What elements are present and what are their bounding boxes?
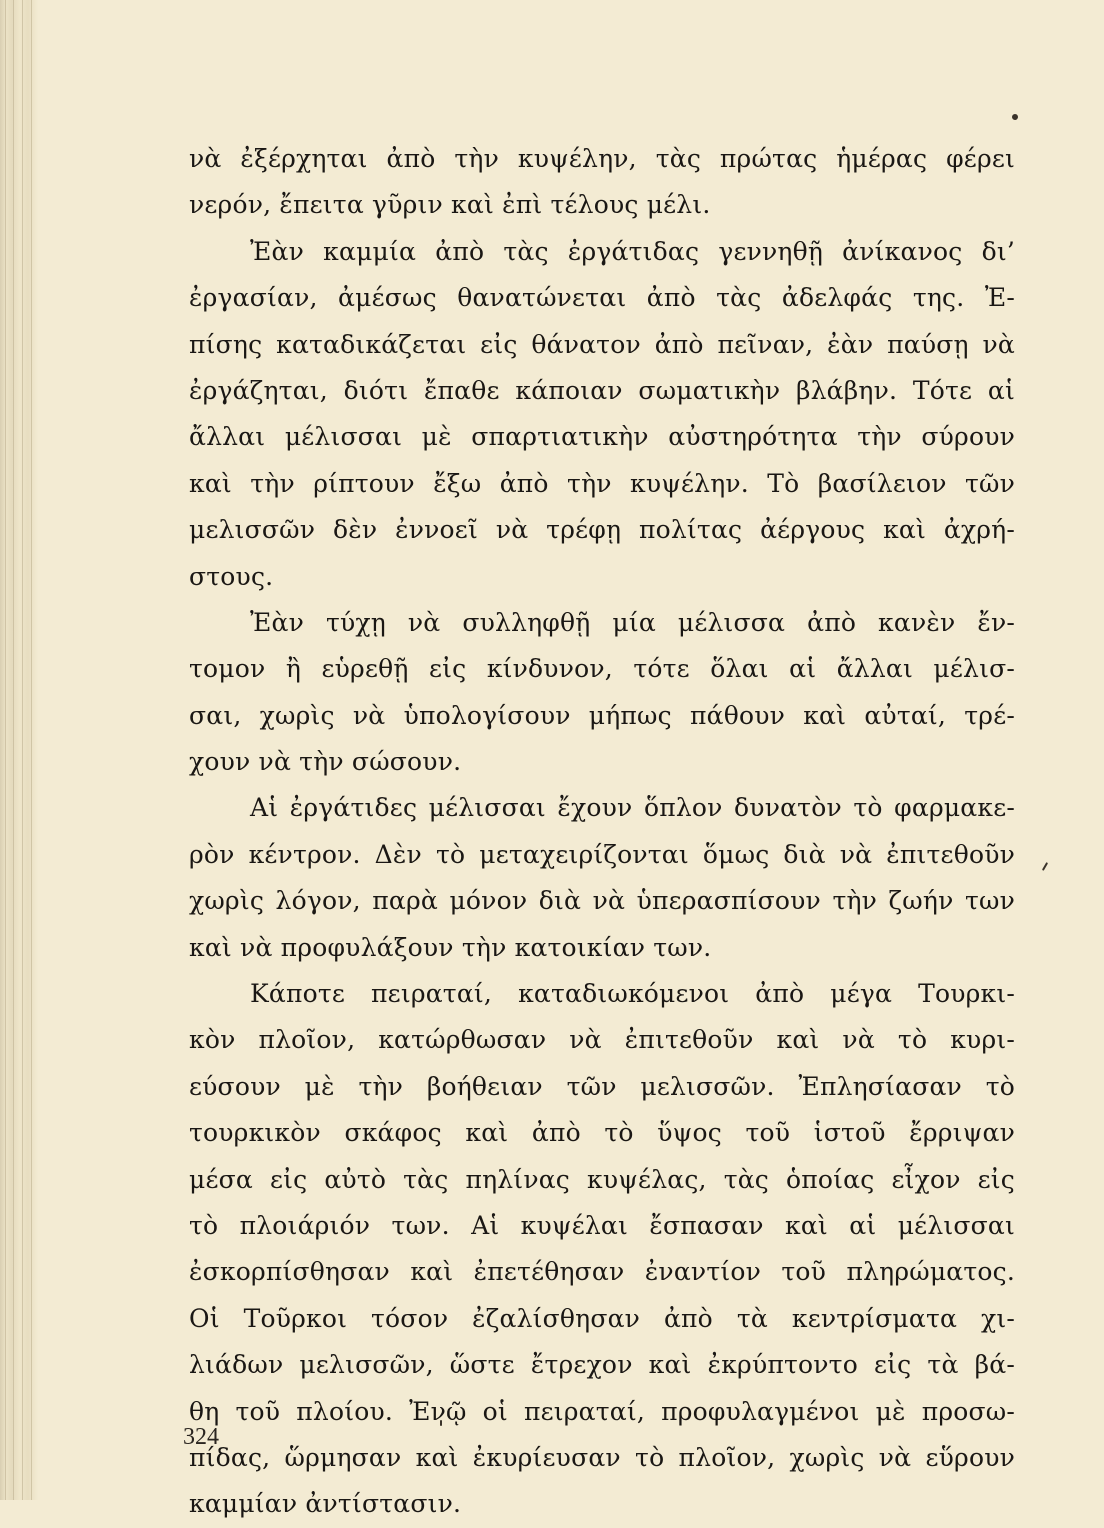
- text-line: κὸν πλοῖον, κατώρθωσαν νὰ ἐπιτεθοῦν καὶ νὰ τὸ κυρι-: [189, 1025, 1015, 1055]
- text-line: Ἐὰν καμμία ἀπὸ τὰς ἐργάτιδας γεννηθῇ ἀνίκανος δι’: [250, 236, 1015, 266]
- text-line: ἐργάζηται, διότι ἔπαθε κάποιαν σωματικὴν βλάβην. Τότε αἱ: [189, 375, 1015, 405]
- text-line: καὶ νὰ προφυλάξουν τὴν κατοικίαν των.: [189, 932, 712, 962]
- page-edge-line: [13, 0, 14, 1500]
- text-line: τομον ἢ εὑρεθῇ εἰς κίνδυνον, τότε ὅλαι αἱ ἄλλαι μέλισ-: [189, 654, 1015, 684]
- page-number: 324: [183, 1424, 219, 1450]
- page-edge-line: [31, 0, 32, 1500]
- text-line: εύσουν μὲ τὴν βοήθειαν τῶν μελισσῶν. Ἐπλησίασαν τὸ: [189, 1071, 1015, 1101]
- text-line: ἐργασίαν, ἀμέσως θανατώνεται ἀπὸ τὰς ἀδελφάς της. Ἐ-: [189, 283, 1015, 313]
- page-edge-line: [5, 0, 6, 1500]
- text-line: μέσα εἰς αὐτὸ τὰς πηλίνας κυψέλας, τὰς ὁποίας εἶχον εἰς: [189, 1164, 1015, 1194]
- text-line: καὶ τὴν ρίπτουν ἔξω ἀπὸ τὴν κυψέλην. Τὸ βασίλειον τῶν: [189, 468, 1015, 498]
- text-line: νὰ ἐξέρχηται ἀπὸ τὴν κυψέλην, τὰς πρώτας ἡμέρας φέρει: [189, 144, 1015, 173]
- text-line: Αἱ ἐργάτιδες μέλισσαι ἔχουν ὅπλον δυνατὸν τὸ φαρμακε-: [250, 793, 1015, 823]
- text-line: πίδας, ὥρμησαν καὶ ἐκυρίευσαν τὸ πλοῖον, χωρὶς νὰ εὕρουν: [189, 1442, 1015, 1472]
- text-line: καμμίαν ἀντίστασιν.: [189, 1489, 462, 1519]
- page-edge: [0, 0, 38, 1500]
- text-line: σαι, χωρὶς νὰ ὑπολογίσουν μήπως πάθουν καὶ αὐταί, τρέ-: [189, 700, 1015, 730]
- text-line: πίσης καταδικάζεται εἰς θάνατον ἀπὸ πεῖναν, ἐὰν παύσῃ νὰ: [189, 329, 1015, 359]
- text-line: νερόν, ἔπειτα γῦριν καὶ ἐπὶ τέλους μέλι.: [189, 190, 711, 220]
- text-line: χουν νὰ τὴν σώσουν.: [189, 747, 462, 777]
- text-line: στους.: [189, 561, 274, 591]
- text-line: Οἱ Τοῦρκοι τόσον ἐζαλίσθησαν ἀπὸ τὰ κεντρίσματα χι-: [189, 1303, 1015, 1333]
- text-line: Κάποτε πειραταί, καταδιωκόμενοι ἀπὸ μέγα Τουρκι-: [250, 979, 1015, 1009]
- text-line: λιάδων μελισσῶν, ὥστε ἔτρεχον καὶ ἐκρύπτοντο εἰς τὰ βά-: [189, 1350, 1015, 1380]
- text-line: θη τοῦ πλοίου. Ἐνῷ οἱ πειραταί, προφυλαγμένοι μὲ προσω-: [189, 1396, 1015, 1426]
- text-line: ρὸν κέντρον. Δὲν τὸ μεταχειρίζονται ὅμως διὰ νὰ ἐπιτεθοῦν: [189, 839, 1015, 869]
- page-edge-line: [22, 0, 23, 1500]
- ink-speck: [1042, 862, 1048, 871]
- text-line: τουρκικὸν σκάφος καὶ ἀπὸ τὸ ὕψος τοῦ ἱστοῦ ἔρριψαν: [189, 1118, 1015, 1148]
- text-line: μελισσῶν δὲν ἐννοεῖ νὰ τρέφῃ πολίτας ἀέργους καὶ ἀχρή-: [189, 515, 1015, 545]
- body-text: [189, 136, 1015, 1528]
- ink-speck: [1012, 114, 1018, 120]
- text-line: τὸ πλοιάριόν των. Αἱ κυψέλαι ἔσπασαν καὶ αἱ μέλισσαι: [189, 1210, 1015, 1240]
- text-line: ἐσκορπίσθησαν καὶ ἐπετέθησαν ἐναντίον τοῦ πληρώματος.: [189, 1257, 1015, 1287]
- text-line: χωρὶς λόγον, παρὰ μόνον διὰ νὰ ὑπερασπίσουν τὴν ζωήν των: [189, 886, 1015, 916]
- text-line: Ἐὰν τύχῃ νὰ συλληφθῇ μία μέλισσα ἀπὸ κανὲν ἔν-: [250, 607, 1015, 637]
- text-line: ἄλλαι μέλισσαι μὲ σπαρτιατικὴν αὐστηρότητα τὴν σύρουν: [189, 422, 1015, 452]
